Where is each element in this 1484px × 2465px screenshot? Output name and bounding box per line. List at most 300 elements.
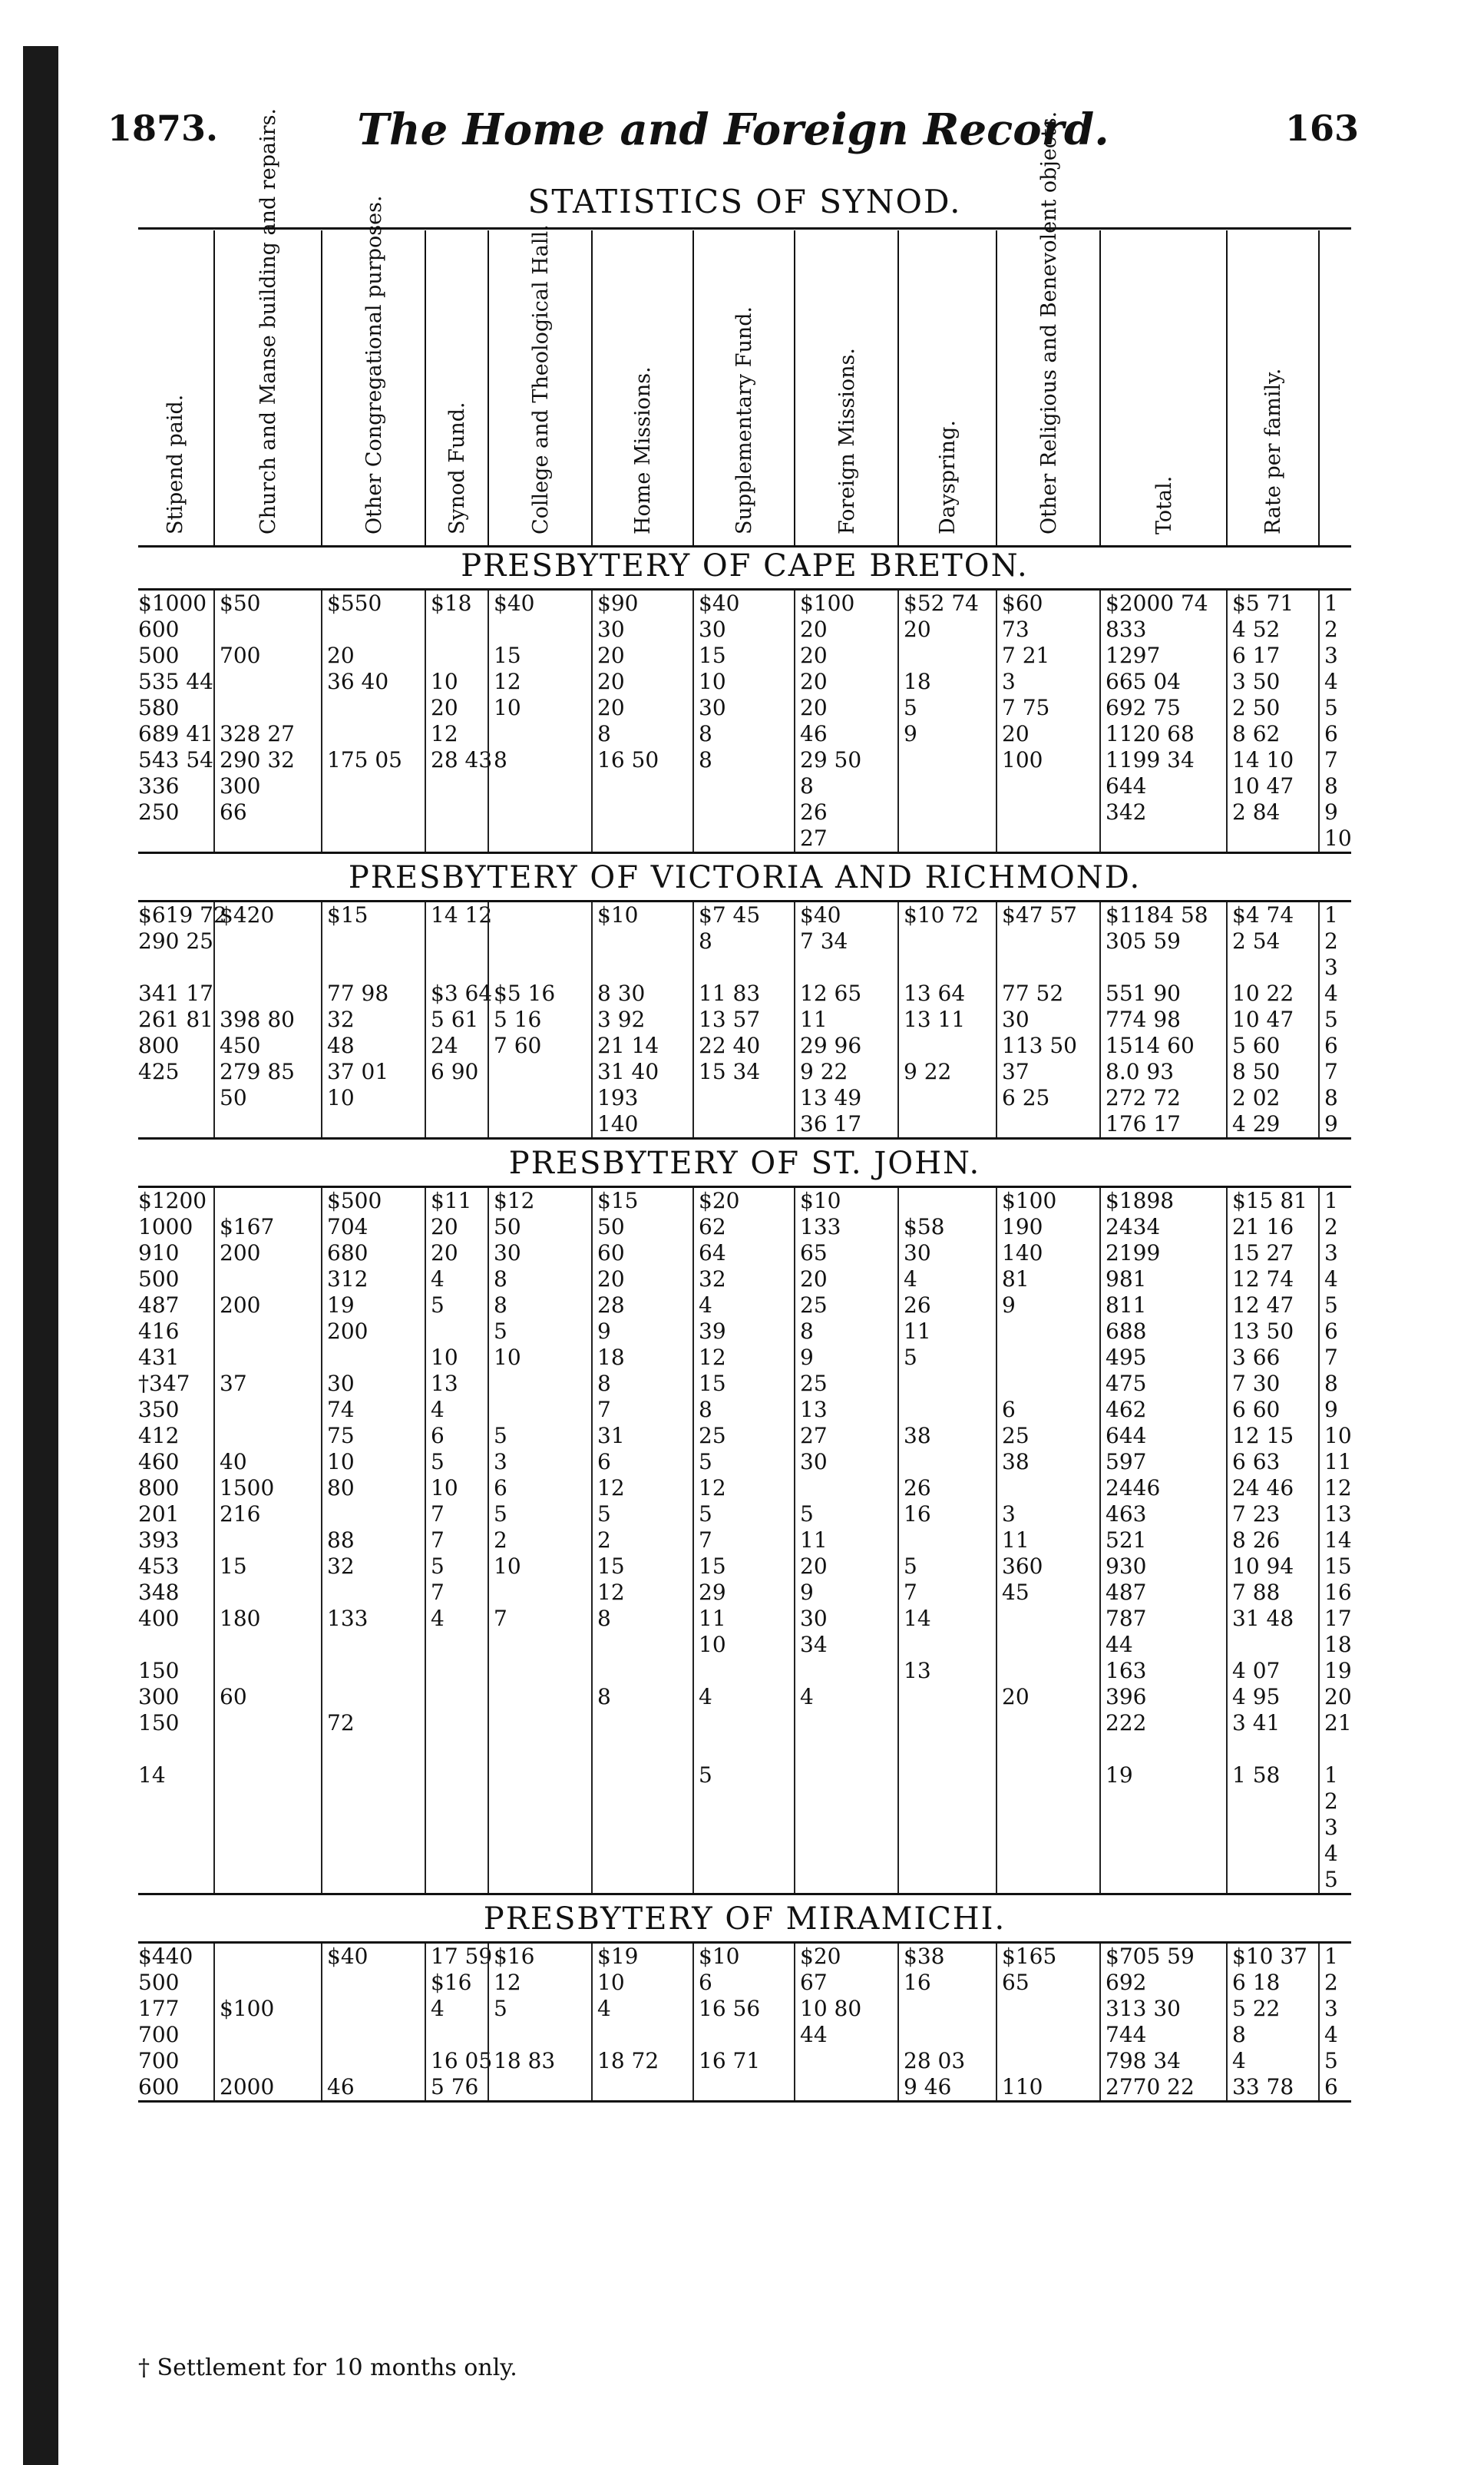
row-number: 3 [1318,1815,1351,1841]
table-cell [138,1841,213,1867]
table-cell: 5 [488,1319,591,1345]
column-header [425,230,489,545]
table-cell: 60 [213,1684,321,1710]
table-cell: 250 [138,799,180,825]
table-cell: 10 [488,1553,591,1580]
column-header-label: Supplementary Fund. [732,306,756,534]
row-number: 5 [1318,695,1351,721]
table-cell [996,1658,1099,1684]
table-cell [794,1841,897,1867]
table-cell: 10 22 [1226,981,1318,1007]
table-cell [794,1788,897,1815]
table-cell [213,1397,321,1423]
column-header-label: College and Theological Hall. [528,224,553,534]
table-cell [425,617,488,643]
table-cell [692,773,794,799]
table-cell [1226,1788,1318,1815]
table-cell: 665 04 [1099,669,1226,695]
table-cell: 12 [488,669,591,695]
table-cell: 12 [425,721,488,747]
table-cell: $1200 [138,1188,207,1213]
table-cell: 30 [488,1240,591,1266]
table-cell: 14 10 [1226,747,1318,773]
table-cell: 20 [794,695,897,721]
table-cell: 4 [425,1397,488,1423]
table-cell [138,1788,213,1815]
table-cell: 5 [897,1553,996,1580]
table-cell [321,1867,425,1893]
table-cell: 6 [996,1397,1099,1423]
table-row [138,591,1351,617]
table-cell: 8 [692,928,794,955]
table-cell [488,1684,591,1710]
table-cell: 28 43 [425,747,488,773]
table-cell [488,955,591,981]
table-cell [794,1867,897,1893]
table-cell [321,1841,425,1867]
table-cell: 1297 [1099,643,1226,669]
table-cell: $1000 [138,591,207,616]
table-cell: 25 [692,1423,794,1449]
table-cell [321,2048,425,2074]
table-cell: 11 [794,1007,897,1033]
column-header [213,108,322,545]
table-cell [996,826,1099,852]
table-cell: 37 [996,1059,1099,1085]
table-cell [425,1788,488,1815]
table-cell: 193 [591,1085,692,1111]
table-cell [996,1841,1099,1867]
table-cell: 336 [138,773,180,799]
table-cell: 487 [138,1292,180,1318]
table-cell [897,1788,996,1815]
table-row [138,1371,1351,1397]
table-cell: 4 [692,1684,794,1710]
table-cell: $16 [425,1970,488,1996]
column-header [1226,230,1320,545]
table-cell: $7 45 [692,902,794,928]
table-cell [213,1345,321,1371]
table-cell: 8 [488,747,591,773]
column-header-label: Foreign Missions. [835,348,859,534]
table-cell: 350 [138,1397,180,1422]
table-cell: 5 [425,1449,488,1475]
row-number: 11 [1318,1449,1351,1475]
table-cell: 5 [488,1423,591,1449]
table-cell [1099,1736,1226,1762]
table-cell: 31 48 [1226,1606,1318,1632]
table-cell: 12 65 [794,981,897,1007]
presbytery-title: PRESBYTERY OF MIRAMICHI. [483,1901,1006,1937]
column-header [897,230,997,545]
table-cell: 700 [138,2022,180,2047]
table-cell: 1120 68 [1099,721,1226,747]
table-cell: 4 07 [1226,1658,1318,1684]
table-cell [425,826,488,852]
table-row [138,1527,1351,1553]
table-cell [897,1632,996,1658]
table-cell: 930 [1099,1553,1226,1580]
table-cell: 10 [488,695,591,721]
table-cell: 2 50 [1226,695,1318,721]
table-cell [1099,1788,1226,1815]
table-cell: 312 [321,1266,425,1292]
table-cell: 8.0 93 [1099,1059,1226,1085]
table-cell [692,1867,794,1893]
table-title: STATISTICS OF SYNOD. [527,183,962,220]
table-cell: 744 [1099,2022,1226,2048]
table-cell [897,1371,996,1397]
table-row [138,643,1351,669]
table-cell: 12 15 [1226,1423,1318,1449]
table-cell: 20 [425,695,488,721]
table-cell: 20 [897,617,996,643]
table-cell: 13 57 [692,1007,794,1033]
row-number: 2 [1318,1788,1351,1815]
table-cell: 150 [138,1658,180,1683]
table-cell: $440 [138,1944,193,1969]
column-header [692,230,795,545]
table-cell [488,1580,591,1606]
table-row [138,981,1351,1007]
table-cell: 14 12 [425,902,488,928]
table-cell: 3 41 [1226,1710,1318,1736]
table-cell: 475 [1099,1371,1226,1397]
table-cell: 15 27 [1226,1240,1318,1266]
table-row [138,1606,1351,1632]
table-cell [996,1996,1099,2022]
table-cell: 176 17 [1099,1111,1226,1137]
table-cell [321,2022,425,2048]
table-cell: 3 [488,1449,591,1475]
table-cell: 64 [692,1240,794,1266]
table-cell [138,1815,213,1841]
table-cell: 551 90 [1099,981,1226,1007]
table-cell: 12 [591,1580,692,1606]
table-row [138,1815,1351,1841]
table-cell: 45 [996,1580,1099,1606]
page-header [107,104,1359,169]
table-cell: 30 [321,1371,425,1397]
table-cell [321,1580,425,1606]
column-header [1318,230,1353,545]
table-cell [213,1841,321,1867]
table-cell: 5 [897,695,996,721]
table-cell: 20 [321,643,425,669]
table-cell: 3 50 [1226,669,1318,695]
table-cell [897,1710,996,1736]
table-cell [213,1632,321,1658]
table-cell: 30 [794,1606,897,1632]
table-row [138,1580,1351,1606]
table-cell: 798 34 [1099,2048,1226,2074]
table-cell: 704 [321,1214,425,1240]
table-cell: 28 [591,1292,692,1319]
table-cell: 222 [1099,1710,1226,1736]
table-cell: 16 [897,1501,996,1527]
table-cell [794,1658,897,1684]
table-cell [897,1449,996,1475]
table-cell: 14 [897,1606,996,1632]
table-cell: 1500 [213,1475,321,1501]
table-cell: 100 [996,747,1099,773]
table-cell: $100 [794,591,897,617]
table-cell: 6 90 [425,1059,488,1085]
table-cell: 398 80 [213,1007,321,1033]
row-number: 6 [1318,1033,1351,1059]
table-cell [897,1033,996,1059]
table-cell [488,1815,591,1841]
table-cell [897,1815,996,1841]
table-row [138,1240,1351,1266]
table-cell: 13 11 [897,1007,996,1033]
table-cell: 36 17 [794,1111,897,1137]
table-cell: $5 71 [1226,591,1318,617]
table-cell: $3 64 [425,981,488,1007]
table-cell: 113 50 [996,1033,1099,1059]
table-cell: 3 [996,669,1099,695]
table-cell: 3 92 [591,1007,692,1033]
table-cell: 8 30 [591,981,692,1007]
row-number: 9 [1318,1397,1351,1423]
table-cell: 216 [213,1501,321,1527]
table-cell: 33 78 [1226,2074,1318,2100]
table-cell: 2434 [1099,1214,1226,1240]
table-cell: 5 [897,1345,996,1371]
table-row [138,1944,1351,1970]
table-cell [425,1085,488,1111]
table-cell: 800 [138,1033,180,1058]
table-cell: 72 [321,1710,425,1736]
table-cell [996,1762,1099,1788]
table-cell: 27 [794,826,897,852]
table-cell [488,2074,591,2100]
table-cell: 77 98 [321,981,425,1007]
table-cell: $11 [425,1188,488,1214]
table-row [138,1736,1351,1762]
row-number: 10 [1318,1423,1351,1449]
table-cell [897,1085,996,1111]
table-cell: 1 58 [1226,1762,1318,1788]
table-cell: 4 [1226,2048,1318,2074]
row-number: 7 [1318,1059,1351,1085]
journal-title: The Home and Foreign Record. [357,104,1109,155]
row-number: 2 [1318,1214,1351,1240]
table-cell: 453 [138,1553,180,1579]
table-cell [425,1736,488,1762]
table-cell [488,1762,591,1788]
table-cell: $1898 [1099,1188,1226,1214]
table-cell [692,1085,794,1111]
table-cell: 2 [591,1527,692,1553]
table-cell [321,617,425,643]
table-cell: 8 [488,1266,591,1292]
table-cell: $10 [692,1944,794,1970]
column-header-label: Synod Fund. [445,402,469,534]
table-cell: 5 61 [425,1007,488,1033]
table-cell [321,928,425,955]
table-cell [425,1867,488,1893]
table-cell: 30 [692,695,794,721]
table-cell: 4 [425,1266,488,1292]
table-row [138,1188,1351,1214]
column-header [138,230,213,545]
table-cell [213,695,321,721]
table-cell: 18 72 [591,2048,692,2074]
table-cell: 5 [425,1292,488,1319]
table-cell [425,1841,488,1867]
table-cell [1226,1632,1318,1658]
table-row [138,799,1351,826]
table-cell: 393 [138,1527,180,1553]
column-header [488,224,593,545]
table-cell: 18 83 [488,2048,591,2074]
column-header-label: Dayspring. [936,420,960,534]
table-cell [897,1841,996,1867]
table-cell: 20 [591,669,692,695]
table-cell [692,1788,794,1815]
table-cell [996,1475,1099,1501]
table-top-rule [138,227,1351,230]
table-cell [996,1867,1099,1893]
table-cell: 6 [591,1449,692,1475]
table-cell: 910 [138,1240,180,1266]
column-header [996,111,1101,545]
table-cell [794,2048,897,2074]
table-cell [321,1501,425,1527]
table-row [138,721,1351,747]
table-row [138,1970,1351,1996]
table-cell: 692 [1099,1970,1226,1996]
table-row [138,1762,1351,1788]
table-cell: 9 22 [794,1059,897,1085]
table-cell: 313 30 [1099,1996,1226,2022]
row-number: 6 [1318,1319,1351,1345]
table-row [138,1397,1351,1423]
table-row [138,1684,1351,1710]
table-cell [138,1867,213,1893]
table-cell: 833 [1099,617,1226,643]
table-cell [321,1815,425,1841]
table-cell [138,826,213,852]
table-cell: 60 [591,1240,692,1266]
table-cell: 535 44 [138,669,213,694]
table-cell: 46 [794,721,897,747]
table-cell: 28 03 [897,2048,996,2074]
table-row [138,902,1351,928]
column-header-label: Other Congregational purposes. [362,195,386,534]
table-row [138,1501,1351,1527]
table-cell [488,1632,591,1658]
table-cell: 5 60 [1226,1033,1318,1059]
table-cell: 11 83 [692,981,794,1007]
table-cell [591,1867,692,1893]
table-cell: 688 [1099,1319,1226,1345]
table-cell [213,1266,321,1292]
column-header-label: Church and Manse building and repairs. [256,108,280,534]
table-cell: 20 [794,643,897,669]
table-cell: †347 [138,1371,190,1396]
table-cell: $50 [213,591,321,617]
table-cell: 19 [321,1292,425,1319]
table-cell: 32 [692,1266,794,1292]
table-cell: 140 [996,1240,1099,1266]
table-cell: 7 [425,1527,488,1553]
table-cell: 44 [794,2022,897,2048]
table-cell: 37 01 [321,1059,425,1085]
table-cell: 16 50 [591,747,692,773]
table-cell [591,773,692,799]
table-cell [488,721,591,747]
table-cell: $167 [213,1214,321,1240]
table-cell [425,1658,488,1684]
table-cell: 692 75 [1099,695,1226,721]
table-cell [1226,1867,1318,1893]
table-cell [996,1710,1099,1736]
table-cell [897,1996,996,2022]
table-cell: 2 54 [1226,928,1318,955]
table-cell: 30 [794,1449,897,1475]
row-number: 8 [1318,773,1351,799]
row-number: 10 [1318,826,1351,852]
table-cell: $15 [591,1188,692,1214]
table-cell: 13 [425,1371,488,1397]
table-cell: 21 16 [1226,1214,1318,1240]
table-cell: 10 47 [1226,773,1318,799]
table-cell: 6 17 [1226,643,1318,669]
table-cell: 18 [591,1345,692,1371]
table-cell [213,617,321,643]
table-cell: 12 47 [1226,1292,1318,1319]
table-cell: 25 [794,1371,897,1397]
table-row [138,1710,1351,1736]
table-cell: 5 76 [425,2074,488,2100]
table-cell: 25 [996,1423,1099,1449]
table-row [138,1319,1351,1345]
row-number: 2 [1318,928,1351,955]
row-number: 3 [1318,643,1351,669]
table-cell: $2000 74 [1099,591,1226,617]
table-cell [213,1867,321,1893]
table-cell: $5 16 [488,981,591,1007]
table-cell: $15 [321,902,425,928]
table-cell [996,1632,1099,1658]
table-cell [138,1632,213,1658]
table-cell: 200 [213,1292,321,1319]
table-cell: 15 [488,643,591,669]
table-cell: 6 [488,1475,591,1501]
table-cell: 11 [794,1527,897,1553]
table-cell: 7 [591,1397,692,1423]
table-cell [996,955,1099,981]
table-cell: 29 50 [794,747,897,773]
row-number: 5 [1318,2048,1351,2074]
table-cell [488,1059,591,1085]
table-cell: 7 60 [488,1033,591,1059]
table-cell: 20 [794,1266,897,1292]
table-cell: 39 [692,1319,794,1345]
table-cell: 4 29 [1226,1111,1318,1137]
table-cell [591,1736,692,1762]
column-header [1099,230,1228,545]
table-cell [897,1684,996,1710]
column-header-label: Stipend paid. [164,394,187,534]
table-cell: 140 [591,1111,692,1137]
table-row [138,928,1351,955]
table-cell [321,1632,425,1658]
table-cell [794,1815,897,1841]
table-cell: $18 [425,591,488,617]
